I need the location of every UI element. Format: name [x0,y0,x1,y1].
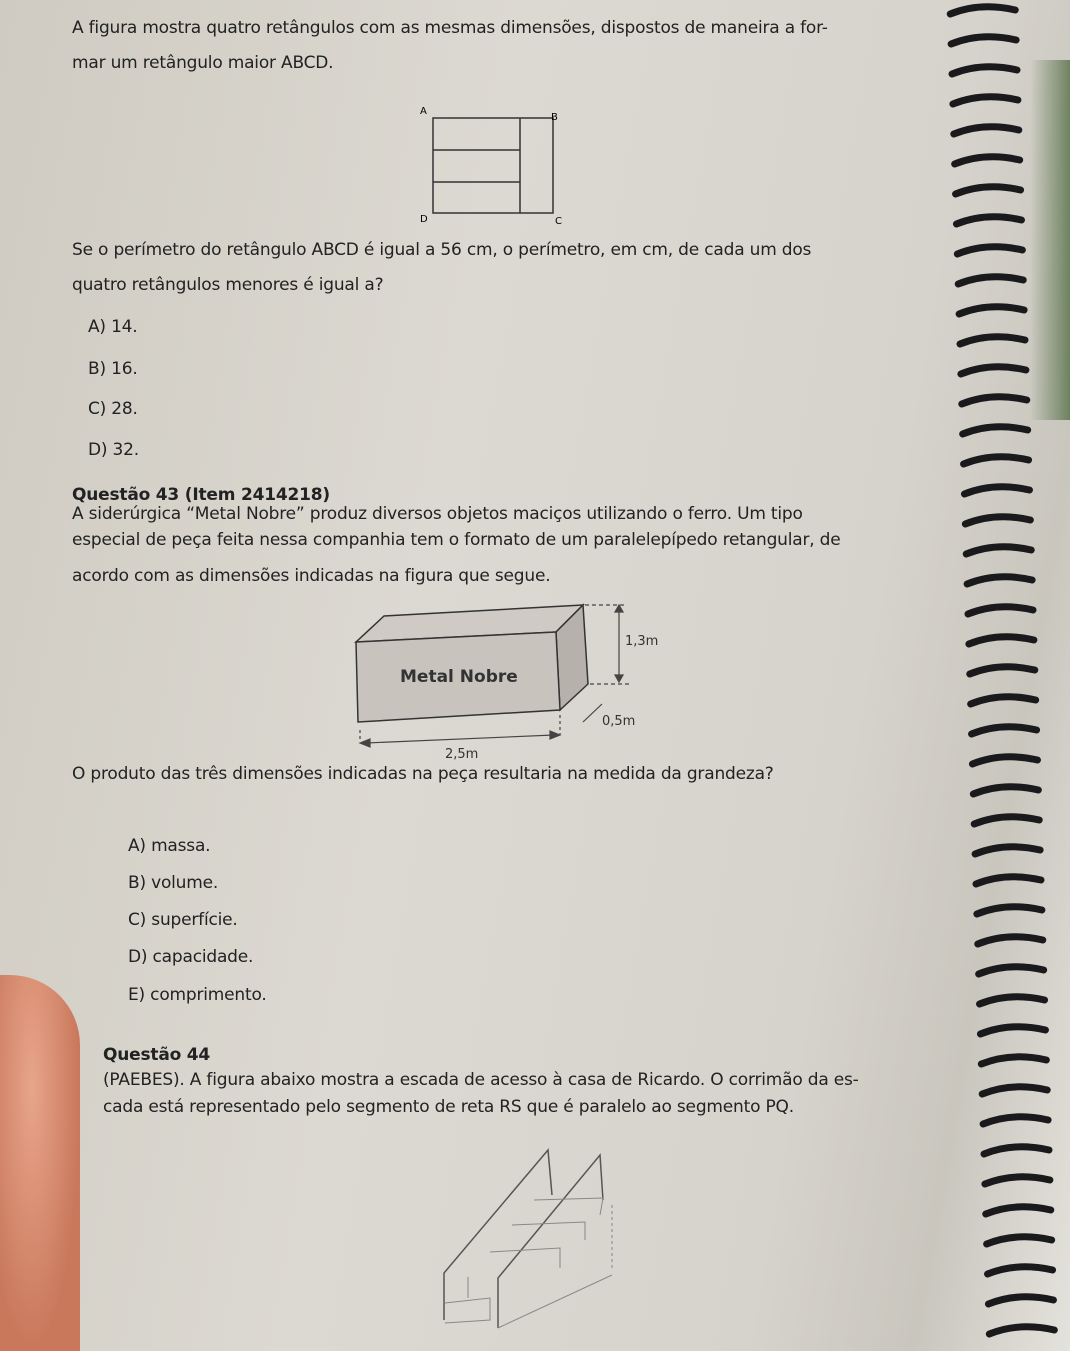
spiral-ring [962,397,1027,404]
parallelepiped-figure [340,590,680,770]
spiral-ring [956,217,1021,224]
spiral-ring [955,157,1020,164]
spiral-ring [973,787,1038,794]
spiral-ring [988,1297,1053,1304]
spiral-ring [959,307,1024,314]
spiral-ring [988,1267,1053,1274]
height-label: 1,3m [625,634,659,649]
q42-intro: mar um retângulo maior ABCD. [72,53,334,73]
q43-option-d[interactable]: D) capacidade. [128,947,254,967]
spiral-ring [951,37,1016,44]
rectangles-figure [405,100,575,230]
spiral-ring [953,97,1018,104]
length-label: 2,5m [445,747,479,762]
label-a: A [420,106,427,117]
q43-text: especial de peça feita nessa companhia tem o formato de um paralelepípedo retangular, de [72,530,841,550]
spiral-ring [987,1237,1052,1244]
q43-text: A siderúrgica “Metal Nobre” produz diversos objetos maciços utilizando o ferro. Um tipo [72,504,803,524]
spiral-ring [965,517,1030,524]
q42-option-a[interactable]: A) 14. [88,317,138,337]
q43-question: O produto das três dimensões indicadas na peça resultaria na medida da grandeza? [72,764,774,784]
spiral-ring [975,847,1040,854]
spiral-ring [982,1087,1047,1094]
q43-text: acordo com as dimensões indicadas na figura que segue. [72,566,551,586]
spiral-ring [974,817,1039,824]
spiral-ring [966,547,1031,554]
q42-question: quatro retângulos menores é igual a? [72,275,384,295]
q43-title: Questão 43 (Item 2414218) [72,485,330,505]
spiral-ring [972,757,1037,764]
spiral-ring [968,607,1033,614]
spiral-ring [986,1207,1051,1214]
q44-text: (PAEBES). A figura abaixo mostra a escada de acesso à casa de Ricardo. O corrimão da es- [103,1070,859,1090]
spiral-ring [950,7,1015,14]
q42-question: Se o perímetro do retângulo ABCD é igual a 56 cm, o perímetro, em cm, de cada um dos [72,240,812,260]
block-label: Metal Nobre [400,667,518,687]
spiral-ring [961,367,1026,374]
q42-option-d[interactable]: D) 32. [88,440,139,460]
label-c: C [555,216,562,227]
spiral-ring [967,577,1032,584]
q42-intro: A figura mostra quatro retângulos com as mesmas dimensões, dispostos de maneira a for- [72,18,828,38]
spiral-ring [977,907,1042,914]
spiral-ring [956,187,1021,194]
spiral-ring [954,127,1019,134]
spiral-ring [976,877,1041,884]
q44-text: cada está representado pelo segmento de reta RS que é paralelo ao segmento PQ. [103,1097,794,1117]
spiral-ring [971,697,1036,704]
spiral-ring [985,1177,1050,1184]
q43-option-e[interactable]: E) comprimento. [128,985,267,1005]
q42-option-c[interactable]: C) 28. [88,399,138,419]
spiral-ring [984,1147,1049,1154]
spiral-ring [969,637,1034,644]
q42-option-b[interactable]: B) 16. [88,359,138,379]
spiral-ring [979,967,1044,974]
spiral-ring [972,727,1037,734]
spiral-ring [983,1117,1048,1124]
depth-label: 0,5m [602,714,636,729]
spiral-ring [963,427,1028,434]
spiral-ring [980,1027,1045,1034]
spiral-ring [958,277,1023,284]
spiral-ring [989,1327,1054,1334]
staircase-figure [400,1140,660,1351]
finger [0,975,80,1351]
spiral-ring [964,457,1029,464]
spiral-ring [964,487,1029,494]
q44-title: Questão 44 [103,1045,211,1065]
spiral-ring [970,667,1035,674]
q43-option-c[interactable]: C) superfície. [128,910,238,930]
label-b: B [551,112,558,123]
spiral-ring [981,1057,1046,1064]
spiral-ring [957,247,1022,254]
spiral-ring [960,337,1025,344]
spiral-ring [980,997,1045,1004]
label-d: D [420,214,428,225]
spiral-binding [930,0,1070,1351]
q43-option-b[interactable]: B) volume. [128,873,219,893]
q43-option-a[interactable]: A) massa. [128,836,211,856]
spiral-ring [978,937,1043,944]
spiral-ring [952,67,1017,74]
